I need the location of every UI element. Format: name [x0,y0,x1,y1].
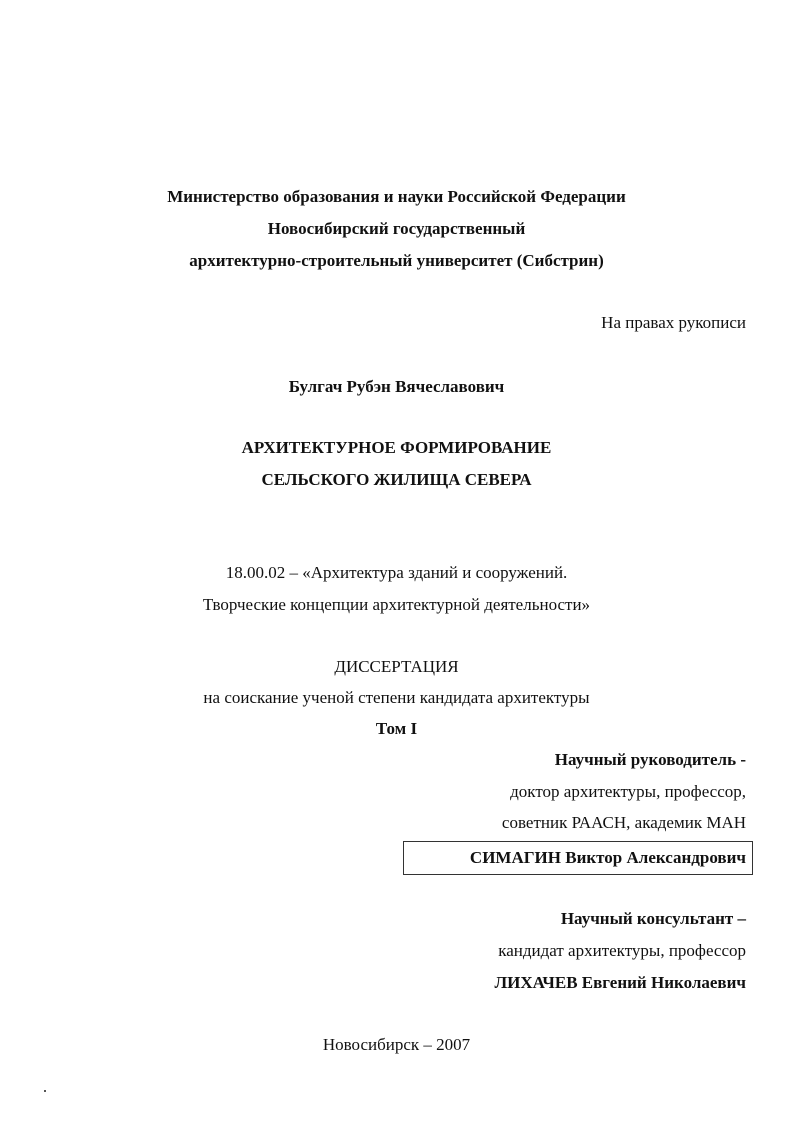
dissertation-title-line-2: СЕЛЬСКОГО ЖИЛИЩА СЕВЕРА [261,470,532,489]
degree-purpose: на соискание ученой степени кандидата архитектуры [203,688,590,707]
place-and-year: Новосибирск – 2007 [322,1035,471,1054]
scan-speck [44,1090,46,1092]
university-name-line-2: архитектурно-строительный университет (Сибстрин) [189,251,604,270]
consultant-name: ЛИХАЧЕВ Евгений Николаевич [494,973,746,992]
specialty-line-2: Творческие концепции архитектурной деятельности» [202,595,591,614]
manuscript-note: На правах рукописи [601,313,746,332]
author-name: Булгач Рубэн Вячеславович [288,377,505,396]
supervisor-name-box [403,841,753,875]
university-name-line-1: Новосибирский государственный [267,219,526,238]
supervisor-title-1: доктор архитектуры, профессор, [510,782,746,801]
consultant-title: кандидат архитектуры, профессор [498,941,746,960]
supervisor-heading: Научный руководитель - [554,750,746,769]
supervisor-name: СИМАГИН Виктор Александрович [469,848,746,867]
ministry-name: Министерство образования и науки Российской Федерации [167,187,626,206]
specialty-line-1: 18.00.02 – «Архитектура зданий и сооружений. [225,563,568,582]
volume-number: Том I [375,719,418,738]
dissertation-title-line-1: АРХИТЕКТУРНОЕ ФОРМИРОВАНИЕ [241,438,552,457]
work-type: ДИССЕРТАЦИЯ [334,657,459,676]
supervisor-title-2: советник РААСН, академик МАН [501,813,746,832]
consultant-heading: Научный консультант – [560,909,746,928]
